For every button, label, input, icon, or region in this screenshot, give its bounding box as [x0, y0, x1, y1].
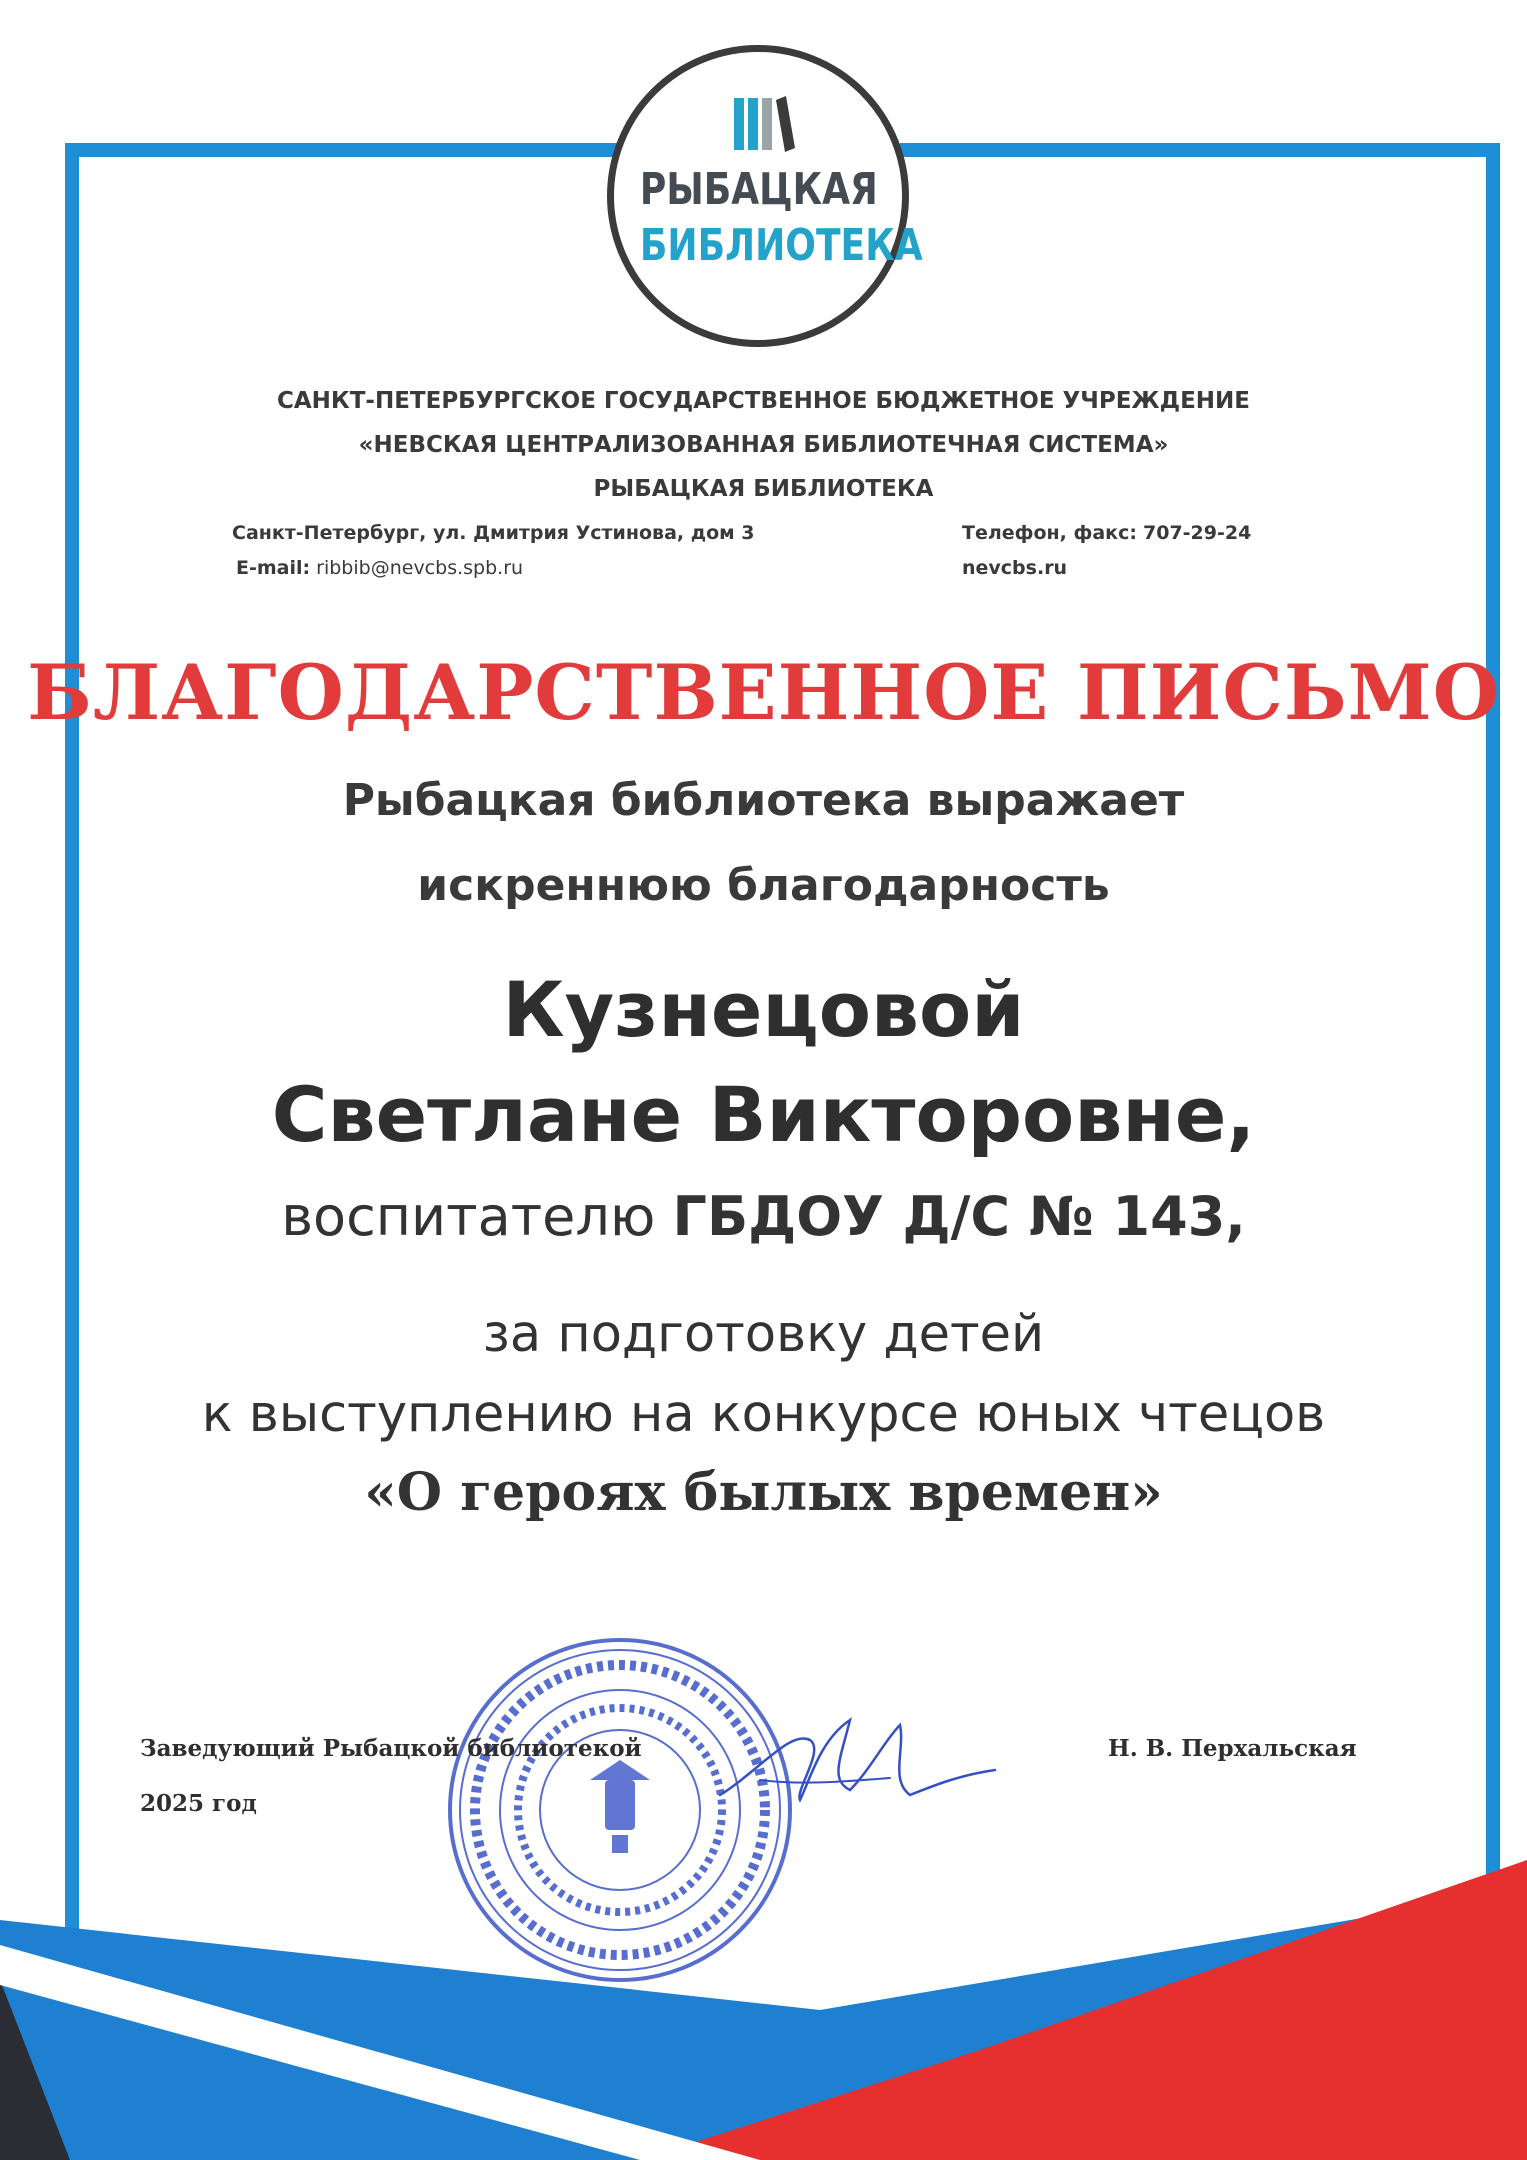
phone-label: Телефон, факс: — [962, 522, 1137, 544]
library-logo — [607, 45, 923, 347]
org-name-line2: «НЕВСКАЯ ЦЕНТРАЛИЗОВАННАЯ БИБЛИОТЕЧНАЯ СИСТЕМА» — [358, 432, 1169, 458]
reason-line2: к выступлению на конкурсе юных чтецов — [201, 1385, 1326, 1444]
phone-value: 707-29-24 — [1143, 522, 1252, 544]
recipient-surname: Кузнецовой — [502, 965, 1025, 1054]
org-name-line1: САНКТ-ПЕТЕРБУРГСКОЕ ГОСУДАРСТВЕННОЕ БЮДЖЕТНОЕ УЧРЕЖДЕНИЕ — [277, 388, 1250, 414]
contest-name: «О героях былых времен» — [364, 1462, 1163, 1523]
stamp-emblem-icon — [590, 1760, 650, 1853]
letter-title: БЛАГОДАРСТВЕННОЕ ПИСЬМО — [27, 648, 1500, 737]
address-text: Санкт-Петербург, ул. Дмитрия Устинова, дом 3 — [232, 522, 755, 544]
handwritten-signature — [700, 1700, 1000, 1830]
logo-text-line2: БИБЛИОТЕКА — [639, 220, 923, 271]
logo-text-line1: РЫБАЦКАЯ — [639, 164, 878, 215]
recipient-position — [0, 1185, 1527, 1248]
email-value: ribbib@nevcbs.spb.ru — [316, 557, 524, 579]
position-prefix: воспитателю — [281, 1185, 656, 1248]
recipient-given-names: Светлане Викторовне, — [271, 1070, 1256, 1159]
email-label: E-mail: — [236, 557, 311, 579]
website-text: nevcbs.ru — [962, 557, 1068, 579]
signer-name: Н. В. Перхальская — [1108, 1735, 1357, 1762]
lead-line1: Рыбацкая библиотека выражает — [342, 775, 1185, 826]
phone-block — [962, 522, 1251, 544]
books-icon — [732, 94, 796, 154]
position-org: ГБДОУ Д/С № 143, — [672, 1185, 1246, 1248]
lead-line2: искреннюю благодарность — [417, 860, 1110, 911]
org-name-line3: РЫБАЦКАЯ БИБЛИОТЕКА — [593, 476, 934, 502]
reason-line1: за подготовку детей — [482, 1305, 1045, 1364]
signer-title: Заведующий Рыбацкой библиотекой — [140, 1735, 642, 1762]
email-block — [236, 557, 523, 579]
issue-year: 2025 год — [140, 1790, 257, 1817]
